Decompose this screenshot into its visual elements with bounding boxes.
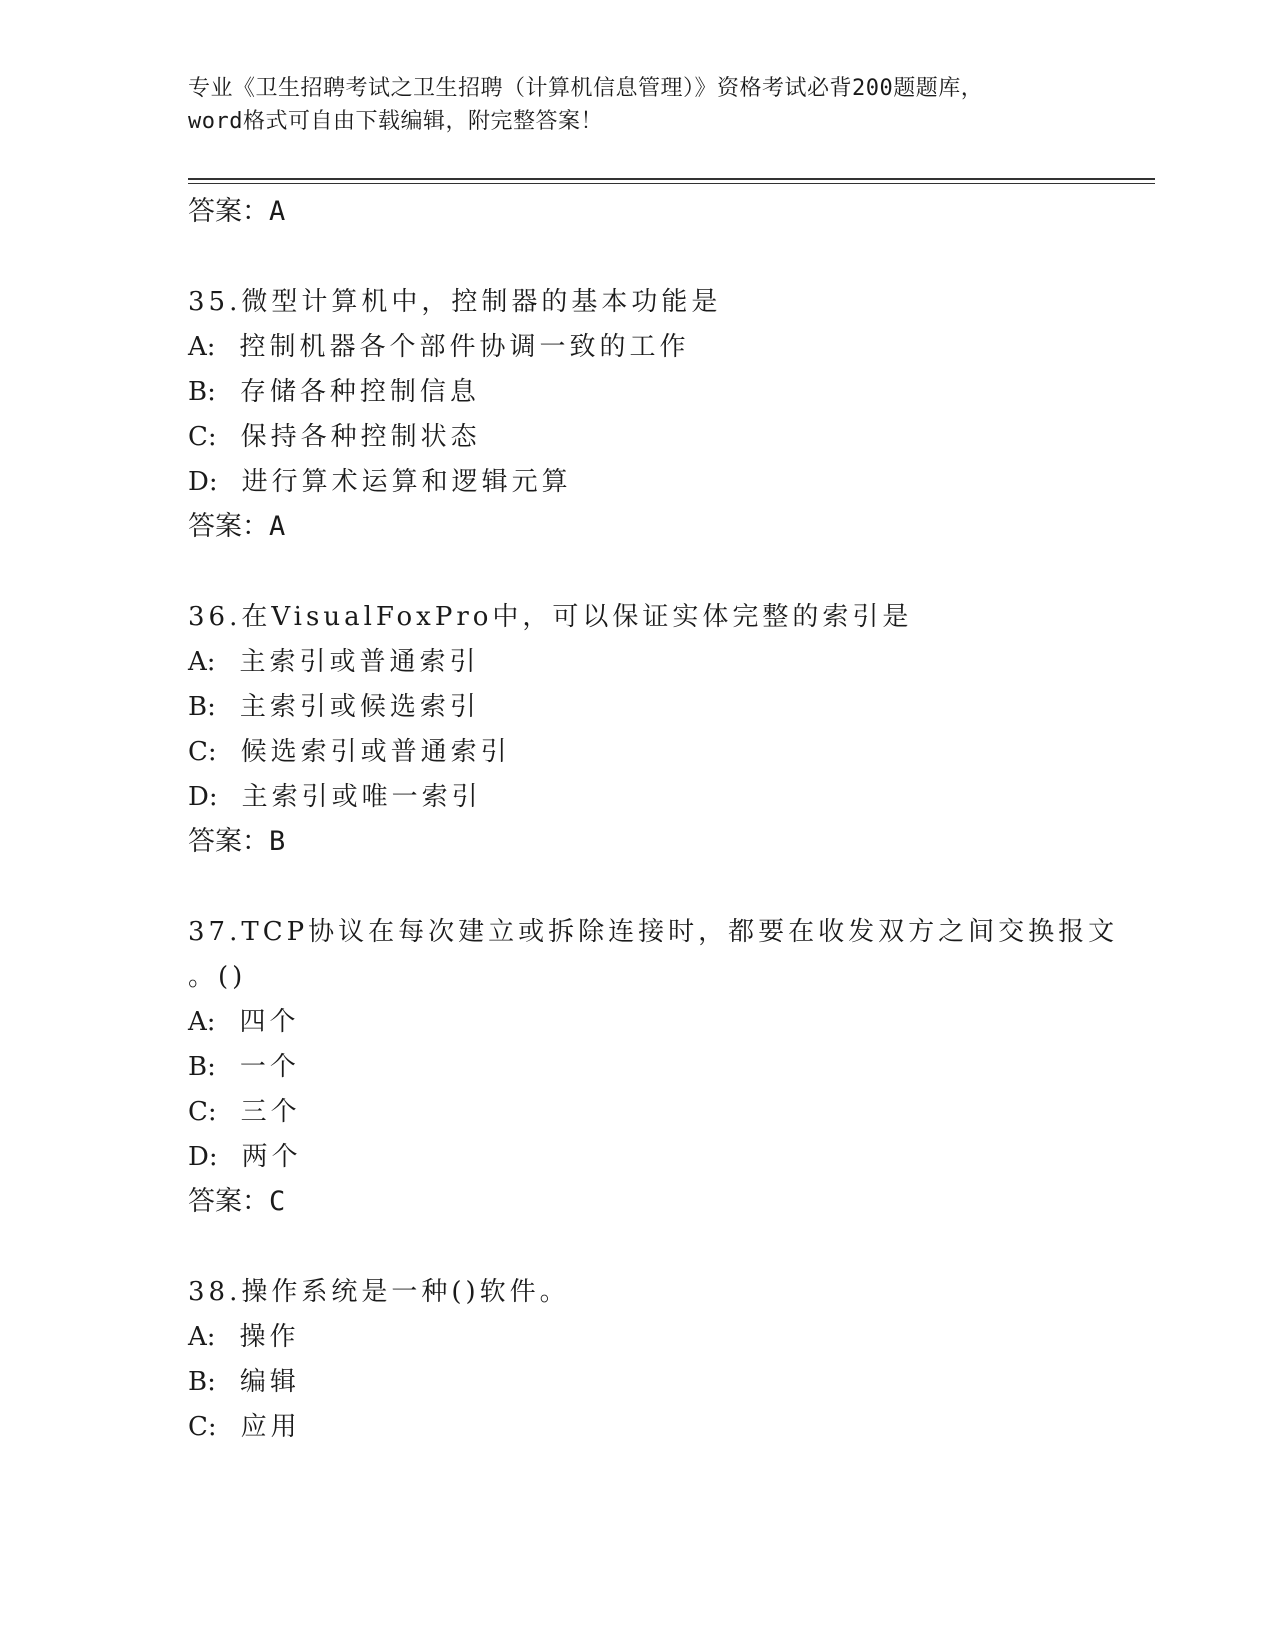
option-a xyxy=(188,1315,1148,1360)
option-key: D: xyxy=(188,467,218,497)
option-d xyxy=(188,460,1148,505)
option-key: D: xyxy=(188,1142,218,1172)
option-key: B: xyxy=(188,377,216,407)
question-stem: 38.操作系统是一种()软件。 xyxy=(188,1277,570,1307)
question-stem-continued: 。() xyxy=(188,962,247,992)
option-text: 主索引或候选索引 xyxy=(239,692,480,722)
option-text: 主索引或普通索引 xyxy=(239,647,480,677)
question-stem: 36.在VisualFoxPro中，可以保证实体完整的索引是 xyxy=(188,602,913,632)
option-key: C: xyxy=(188,1097,217,1127)
option-text: 两个 xyxy=(241,1142,302,1172)
option-a xyxy=(188,325,1148,370)
option-text: 控制机器各个部件协调一致的工作 xyxy=(239,332,690,362)
option-text: 三个 xyxy=(240,1097,301,1127)
question-block xyxy=(188,1270,1148,1450)
option-a xyxy=(188,1000,1148,1045)
header-line-1: 专业《卫生招聘考试之卫生招聘（计算机信息管理）》资格考试必背200题题库， xyxy=(188,76,984,101)
option-a xyxy=(188,640,1148,685)
option-b xyxy=(188,1045,1148,1090)
option-b xyxy=(188,685,1148,730)
option-key: A: xyxy=(188,1007,216,1037)
option-c xyxy=(188,1090,1148,1135)
option-key: A: xyxy=(188,332,216,362)
option-c xyxy=(188,730,1148,775)
answer-label: 答案：A xyxy=(188,196,286,227)
option-text: 四个 xyxy=(239,1007,300,1037)
option-key: C: xyxy=(188,1412,217,1442)
option-c xyxy=(188,1405,1148,1450)
option-key: C: xyxy=(188,737,217,767)
answer-label: 答案：B xyxy=(188,826,286,857)
question-stem: 37.TCP协议在每次建立或拆除连接时，都要在收发双方之间交换报文 xyxy=(188,917,1119,947)
question-stem: 35.微型计算机中，控制器的基本功能是 xyxy=(188,287,722,317)
header-divider-thick xyxy=(188,178,1155,180)
option-text: 存储各种控制信息 xyxy=(239,377,480,407)
question-block xyxy=(188,910,1148,1224)
answer-label: 答案：C xyxy=(188,1186,286,1217)
option-b xyxy=(188,1360,1148,1405)
header-line-2: word格式可自由下载编辑，附完整答案！ xyxy=(188,109,603,134)
question-list xyxy=(188,190,1148,1450)
option-text: 应用 xyxy=(240,1412,301,1442)
option-d xyxy=(188,1135,1148,1180)
option-key: A: xyxy=(188,1322,216,1352)
option-text: 候选索引或普通索引 xyxy=(240,737,511,767)
option-key: B: xyxy=(188,692,216,722)
option-text: 操作 xyxy=(239,1322,300,1352)
option-key: D: xyxy=(188,782,218,812)
option-text: 主索引或唯一索引 xyxy=(241,782,482,812)
option-d xyxy=(188,775,1148,820)
option-b xyxy=(188,370,1148,415)
option-text: 一个 xyxy=(239,1052,300,1082)
question-block xyxy=(188,595,1148,864)
document-header xyxy=(188,72,1088,138)
question-block xyxy=(188,280,1148,549)
option-key: B: xyxy=(188,1052,216,1082)
option-key: A: xyxy=(188,647,216,677)
answer-label: 答案：A xyxy=(188,511,286,542)
option-key: C: xyxy=(188,422,217,452)
option-text: 编辑 xyxy=(239,1367,300,1397)
header-divider-thin xyxy=(188,183,1155,184)
option-text: 保持各种控制状态 xyxy=(240,422,481,452)
option-key: B: xyxy=(188,1367,216,1397)
option-text: 进行算术运算和逻辑元算 xyxy=(241,467,572,497)
option-c xyxy=(188,415,1148,460)
